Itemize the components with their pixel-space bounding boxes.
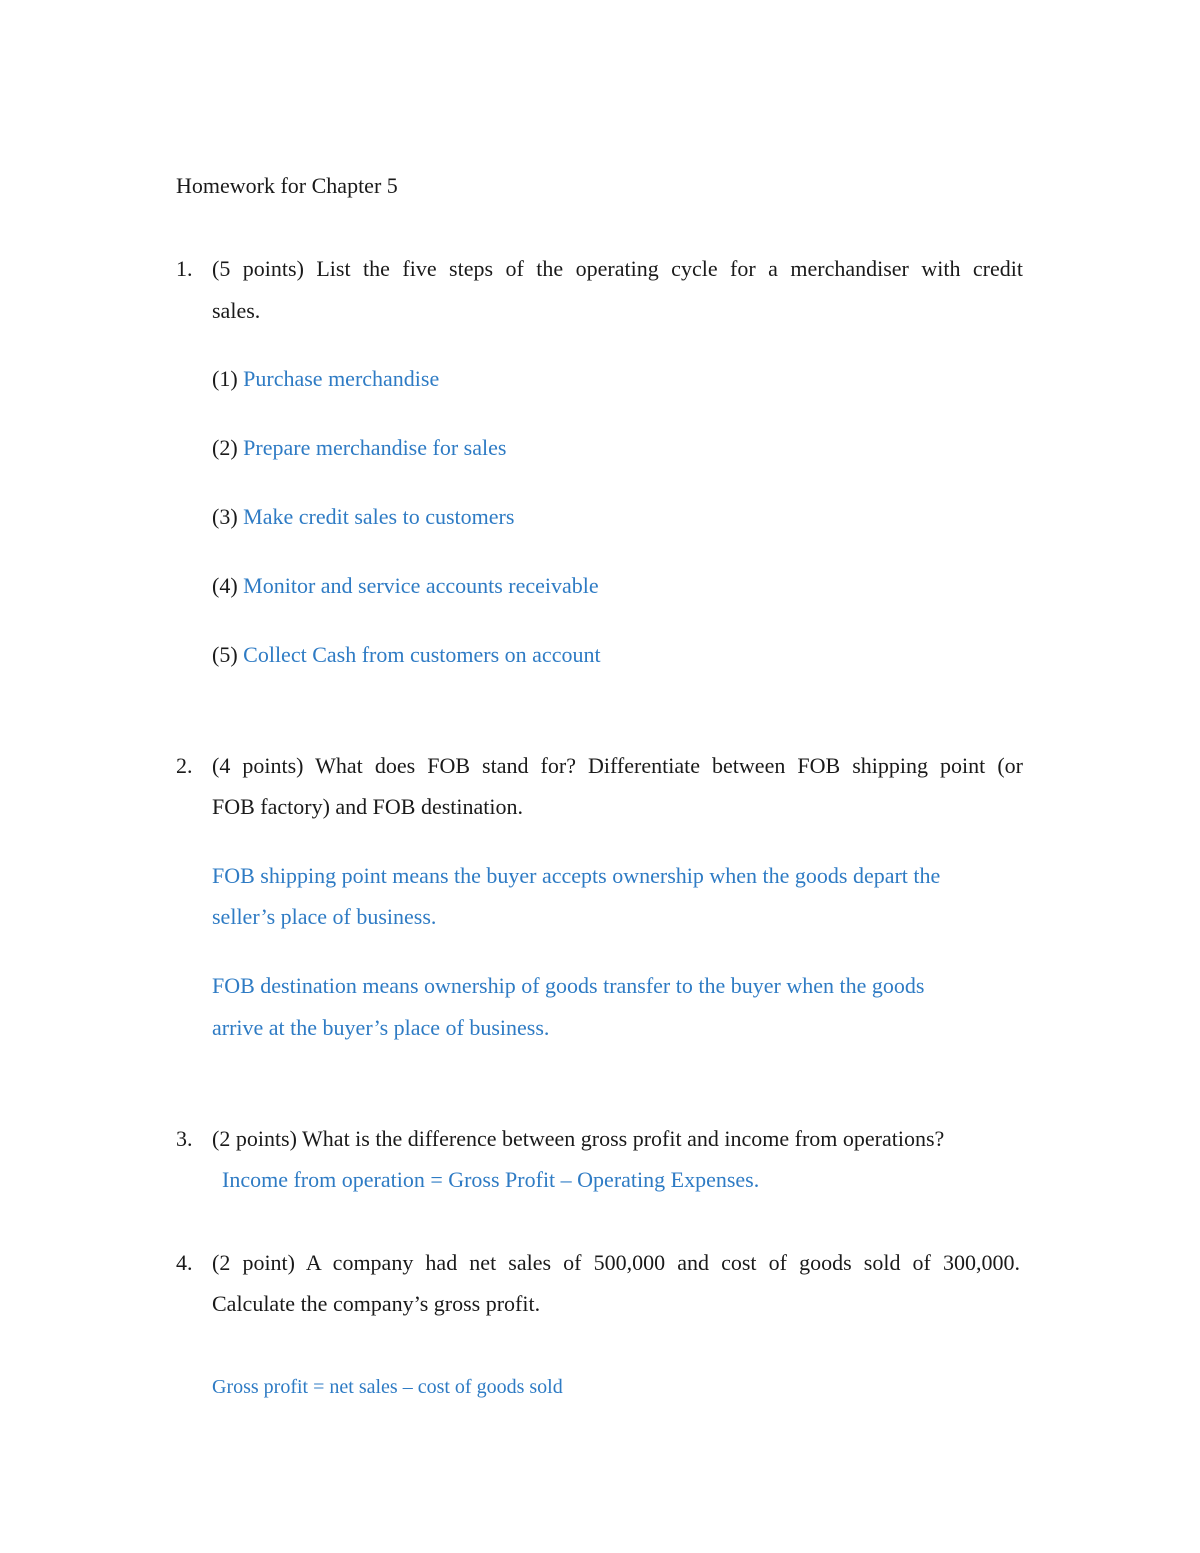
question-number: 1. — [176, 256, 193, 281]
answer-label: (5) — [212, 642, 238, 667]
answer-text: Collect Cash from customers on account — [243, 642, 601, 667]
question-text-line: (2 points) What is the difference between gross profit and income from operations? — [212, 1126, 945, 1151]
question-text-line: (4 points) What does FOB stand for? Differentiate between FOB shipping point (or — [212, 753, 1023, 778]
answer-text: FOB shipping point means the buyer accepts ownership when the goods depart the — [212, 863, 941, 888]
document-title: Homework for Chapter 5 — [176, 173, 398, 198]
question-number: 3. — [176, 1126, 193, 1151]
answer-text: Purchase merchandise — [243, 366, 440, 391]
answer-text: Prepare merchandise for sales — [243, 435, 507, 460]
answer-text: Make credit sales to customers — [243, 504, 515, 529]
question-text-line: (5 points) List the five steps of the operating cycle for a merchandiser with credit — [212, 256, 1023, 281]
answer-item — [212, 575, 599, 597]
question-text-line: FOB factory) and FOB destination. — [212, 794, 524, 819]
question-text-line: Calculate the company’s gross profit. — [212, 1291, 541, 1316]
question-text-line: (2 point) A company had net sales of 500,000 and cost of goods sold of 300,000. — [212, 1250, 1020, 1275]
answer-label: (2) — [212, 435, 238, 460]
answer-item — [212, 437, 506, 459]
question-number: 2. — [176, 753, 193, 778]
answer-text: Gross profit = net sales – cost of goods sold — [212, 1376, 563, 1398]
answer-item — [212, 644, 601, 666]
question-number: 4. — [176, 1250, 193, 1275]
answer-item — [212, 506, 514, 528]
answer-text: arrive at the buyer’s place of business. — [212, 1015, 550, 1040]
answer-label: (1) — [212, 366, 238, 391]
answer-item — [212, 368, 439, 390]
answer-text: FOB destination means ownership of goods transfer to the buyer when the goods — [212, 973, 925, 998]
question-text-line: sales. — [212, 298, 261, 323]
answer-label: (3) — [212, 504, 238, 529]
answer-text: seller’s place of business. — [212, 904, 437, 929]
answer-label: (4) — [212, 573, 238, 598]
answer-text: Monitor and service accounts receivable — [243, 573, 599, 598]
answer-text: Income from operation = Gross Profit – Operating Expenses. — [222, 1167, 760, 1192]
